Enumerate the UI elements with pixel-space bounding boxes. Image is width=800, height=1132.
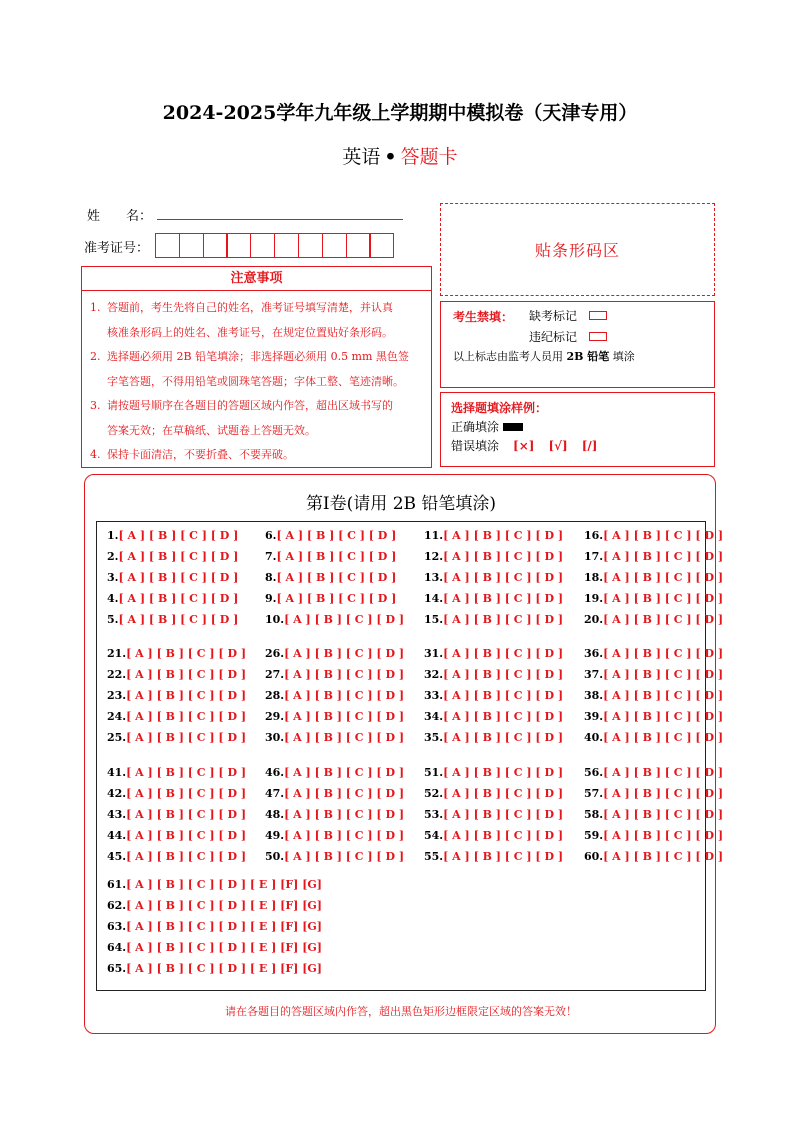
forbid-box [440, 301, 715, 388]
answer-options[interactable]: [ A ] [ B ] [ C ] [ D ] [126, 808, 247, 821]
forbid-note-suffix: 填涂 [612, 350, 635, 363]
answer-options[interactable]: [ A ] [ B ] [ C ] [ D ] [ E ] [F] [G] [126, 962, 322, 975]
notice-item-line [90, 394, 425, 419]
question-number: 43. [107, 808, 127, 821]
notice-item-line [90, 345, 425, 370]
notice-title: 注意事项 [82, 267, 431, 291]
question-number: 30. [265, 731, 285, 744]
question-37[interactable] [584, 668, 723, 681]
violation-label: 违纪标记 [529, 330, 578, 344]
question-54[interactable] [424, 829, 563, 842]
question-number: 63. [107, 920, 127, 933]
question-number: 47. [265, 787, 285, 800]
question-33[interactable] [424, 689, 563, 702]
question-44[interactable] [107, 829, 246, 842]
question-9[interactable] [265, 592, 396, 605]
answer-options[interactable]: [ A ] [ B ] [ C ] [ D ] [443, 787, 564, 800]
answer-options[interactable]: [ A ] [ B ] [ C ] [ D ] [443, 731, 564, 744]
section-footer-note: 请在各题目的答题区域内作答，超出黑色矩形边框限定区域的答案无效！ [225, 1005, 577, 1018]
forbid-label: 考生禁填： [453, 310, 514, 324]
question-number: 61. [107, 878, 127, 891]
exam-id-digit-box[interactable] [369, 233, 394, 258]
question-36[interactable] [584, 647, 723, 660]
question-number: 21. [107, 647, 127, 660]
question-4[interactable] [107, 592, 238, 605]
answer-options[interactable]: [ A ] [ B ] [ C ] [ D ] [284, 808, 405, 821]
question-48[interactable] [265, 808, 404, 821]
question-13[interactable] [424, 571, 563, 584]
question-56[interactable] [584, 766, 723, 779]
question-number: 37. [584, 668, 604, 681]
notice-item-text: 选择题必须用 2B 铅笔填涂；非选择题必须用 0.5 mm 黑色签 [107, 350, 409, 363]
question-number: 60. [584, 850, 604, 863]
exam-id-digit-box[interactable] [250, 233, 275, 258]
question-11[interactable] [424, 529, 563, 542]
question-number: 13. [424, 571, 444, 584]
question-number: 27. [265, 668, 285, 681]
answer-options[interactable]: [ A ] [ B ] [ C ] [ D ] [443, 710, 564, 723]
question-number: 56. [584, 766, 604, 779]
sample-title: 选择题填涂样例： [451, 401, 548, 415]
question-number: 7. [265, 550, 277, 563]
answer-options[interactable]: [ A ] [ B ] [ C ] [ D ] [ E ] [F] [G] [126, 920, 322, 933]
answer-options[interactable]: [ A ] [ B ] [ C ] [ D ] [118, 613, 239, 626]
answer-options[interactable]: [ A ] [ B ] [ C ] [ D ] [443, 529, 564, 542]
wrong-mark-slash: [/] [581, 438, 598, 453]
question-24[interactable] [107, 710, 246, 723]
question-number: 20. [584, 613, 604, 626]
question-number: 58. [584, 808, 604, 821]
question-63[interactable] [107, 920, 322, 933]
question-number: 59. [584, 829, 604, 842]
question-64[interactable] [107, 941, 322, 954]
absent-mark-row [529, 307, 607, 324]
wrong-mark-cross: [×] [513, 438, 535, 453]
notice-item-line [90, 443, 425, 468]
answer-options[interactable]: [ A ] [ B ] [ C ] [ D ] [443, 850, 564, 863]
answer-options[interactable]: [ A ] [ B ] [ C ] [ D ] [118, 571, 239, 584]
question-number: 50. [265, 850, 285, 863]
answer-options[interactable]: [ A ] [ B ] [ C ] [ D ] [ E ] [F] [G] [126, 878, 322, 891]
question-40[interactable] [584, 731, 723, 744]
notice-item-line [90, 321, 425, 346]
question-number: 38. [584, 689, 604, 702]
wrong-mark-check: [√] [548, 438, 568, 453]
answer-options[interactable]: [ A ] [ B ] [ C ] [ D ] [284, 850, 405, 863]
question-number: 53. [424, 808, 444, 821]
question-57[interactable] [584, 787, 723, 800]
notice-item-line [90, 296, 425, 321]
question-52[interactable] [424, 787, 563, 800]
question-number: 51. [424, 766, 444, 779]
question-number: 48. [265, 808, 285, 821]
answer-options[interactable]: [ A ] [ B ] [ C ] [ D ] [126, 668, 247, 681]
question-number: 39. [584, 710, 604, 723]
notice-item-text: 请按题号顺序在各题目的答题区域内作答，超出区域书写的 [107, 399, 393, 412]
answer-options[interactable]: [ A ] [ B ] [ C ] [ D ] [603, 529, 724, 542]
question-number: 40. [584, 731, 604, 744]
notice-box [81, 266, 432, 468]
fill-sample-box [440, 392, 715, 467]
exam-id-digit-box[interactable] [155, 233, 180, 258]
answer-options[interactable]: [ A ] [ B ] [ C ] [ D ] [603, 731, 724, 744]
question-number: 24. [107, 710, 127, 723]
exam-id-digit-box[interactable] [226, 233, 251, 258]
answer-options[interactable]: [ A ] [ B ] [ C ] [ D ] [126, 850, 247, 863]
question-number: 33. [424, 689, 444, 702]
question-number: 1. [107, 529, 119, 542]
separator-dot: • [384, 146, 397, 168]
question-42[interactable] [107, 787, 246, 800]
wrong-fill-row [451, 437, 597, 454]
notice-item-number: 3. [90, 399, 101, 412]
notice-item-text: 保持卡面清洁，不要折叠、不要弄破。 [107, 448, 294, 461]
answer-options[interactable]: [ A ] [ B ] [ C ] [ D ] [284, 766, 405, 779]
answer-options[interactable]: [ A ] [ B ] [ C ] [ D ] [443, 613, 564, 626]
question-number: 25. [107, 731, 127, 744]
question-58[interactable] [584, 808, 723, 821]
answer-options[interactable]: [ A ] [ B ] [ C ] [ D ] [603, 850, 724, 863]
question-number: 9. [265, 592, 277, 605]
answer-options[interactable]: [ A ] [ B ] [ C ] [ D ] [126, 787, 247, 800]
answer-options[interactable]: [ A ] [ B ] [ C ] [ D ] [603, 829, 724, 842]
question-39[interactable] [584, 710, 723, 723]
answer-options[interactable]: [ A ] [ B ] [ C ] [ D ] [276, 529, 397, 542]
barcode-area [440, 203, 715, 296]
answer-options[interactable]: [ A ] [ B ] [ C ] [ D ] [118, 592, 239, 605]
question-21[interactable] [107, 647, 246, 660]
question-number: 14. [424, 592, 444, 605]
question-number: 22. [107, 668, 127, 681]
answer-options[interactable]: [ A ] [ B ] [ C ] [ D ] [603, 689, 724, 702]
question-number: 65. [107, 962, 127, 975]
question-number: 18. [584, 571, 604, 584]
question-59[interactable] [584, 829, 723, 842]
question-27[interactable] [265, 668, 404, 681]
question-28[interactable] [265, 689, 404, 702]
answer-options[interactable]: [ A ] [ B ] [ C ] [ D ] [118, 550, 239, 563]
answer-options[interactable]: [ A ] [ B ] [ C ] [ D ] [603, 613, 724, 626]
question-number: 36. [584, 647, 604, 660]
answer-options[interactable]: [ A ] [ B ] [ C ] [ D ] [276, 592, 397, 605]
answer-options[interactable]: [ A ] [ B ] [ C ] [ D ] [603, 710, 724, 723]
answer-options[interactable]: [ A ] [ B ] [ C ] [ D ] [126, 689, 247, 702]
answer-options[interactable]: [ A ] [ B ] [ C ] [ D ] [284, 689, 405, 702]
correct-label: 正确填涂 [451, 420, 500, 434]
question-51[interactable] [424, 766, 563, 779]
answer-card-label: 答题卡 [400, 146, 458, 168]
answer-options[interactable]: [ A ] [ B ] [ C ] [ D ] [443, 689, 564, 702]
question-number: 44. [107, 829, 127, 842]
answer-options[interactable]: [ A ] [ B ] [ C ] [ D ] [603, 571, 724, 584]
question-20[interactable] [584, 613, 723, 626]
question-30[interactable] [265, 731, 404, 744]
question-46[interactable] [265, 766, 404, 779]
question-47[interactable] [265, 787, 404, 800]
question-number: 64. [107, 941, 127, 954]
exam-id-label: 准考证号： [84, 241, 150, 256]
name-field[interactable] [157, 219, 403, 220]
answer-options[interactable]: [ A ] [ B ] [ C ] [ D ] [118, 529, 239, 542]
notice-item-text: 答案无效；在草稿纸、试题卷上答题无效。 [107, 423, 316, 437]
page-title: 2024-2025学年九年级上学期期中模拟卷（天津专用） [162, 102, 638, 124]
question-number: 35. [424, 731, 444, 744]
notice-item-number [90, 419, 107, 444]
question-18[interactable] [584, 571, 723, 584]
question-6[interactable] [265, 529, 396, 542]
forbid-note [453, 348, 635, 364]
question-45[interactable] [107, 850, 246, 863]
section-one [84, 474, 724, 1034]
notice-item-text: 字笔答题，不得用铅笔或圆珠笔答题；字体工整、笔迹清晰。 [107, 374, 404, 388]
answer-options[interactable]: [ A ] [ B ] [ C ] [ D ] [126, 647, 247, 660]
answer-options[interactable]: [ A ] [ B ] [ C ] [ D ] [443, 571, 564, 584]
violation-mark-row [529, 328, 607, 345]
question-10[interactable] [265, 613, 404, 626]
exam-id-digit-box[interactable] [298, 233, 323, 258]
exam-id-digit-box[interactable] [203, 233, 228, 258]
exam-id-boxes [155, 233, 393, 258]
question-17[interactable] [584, 550, 723, 563]
answer-options[interactable]: [ A ] [ B ] [ C ] [ D ] [284, 710, 405, 723]
question-number: 3. [107, 571, 119, 584]
answer-options[interactable]: [ A ] [ B ] [ C ] [ D ] [603, 668, 724, 681]
notice-item-text: 答题前，考生先将自己的姓名，准考证号填写清楚，并认真 [107, 301, 393, 314]
answer-options[interactable]: [ A ] [ B ] [ C ] [ D ] [443, 592, 564, 605]
name-label: 姓 名： [87, 209, 153, 224]
question-61[interactable] [107, 878, 322, 891]
question-number: 57. [584, 787, 604, 800]
question-19[interactable] [584, 592, 723, 605]
notice-item-text: 核准条形码上的姓名、准考证号，在规定位置贴好条形码。 [107, 325, 393, 339]
question-26[interactable] [265, 647, 404, 660]
answer-options[interactable]: [ A ] [ B ] [ C ] [ D ] [284, 829, 405, 842]
question-7[interactable] [265, 550, 396, 563]
answer-options[interactable]: [ A ] [ B ] [ C ] [ D ] [443, 808, 564, 821]
question-number: 31. [424, 647, 444, 660]
answer-options[interactable]: [ A ] [ B ] [ C ] [ D ] [603, 787, 724, 800]
answer-options[interactable]: [ A ] [ B ] [ C ] [ D ] [284, 613, 405, 626]
exam-id-digit-box[interactable] [322, 233, 347, 258]
question-1[interactable] [107, 529, 238, 542]
answer-options[interactable]: [ A ] [ B ] [ C ] [ D ] [443, 668, 564, 681]
answer-options[interactable]: [ A ] [ B ] [ C ] [ D ] [443, 766, 564, 779]
question-3[interactable] [107, 571, 238, 584]
answer-options[interactable]: [ A ] [ B ] [ C ] [ D ] [ E ] [F] [G] [126, 941, 322, 954]
question-number: 28. [265, 689, 285, 702]
question-23[interactable] [107, 689, 246, 702]
question-number: 52. [424, 787, 444, 800]
question-number: 2. [107, 550, 119, 563]
subject-label: 英语 [342, 146, 381, 168]
question-55[interactable] [424, 850, 563, 863]
question-number: 34. [424, 710, 444, 723]
absent-label: 缺考标记 [529, 309, 578, 323]
answer-options[interactable]: [ A ] [ B ] [ C ] [ D ] [603, 808, 724, 821]
question-22[interactable] [107, 668, 246, 681]
question-50[interactable] [265, 850, 404, 863]
question-65[interactable] [107, 962, 322, 975]
question-60[interactable] [584, 850, 723, 863]
answer-options[interactable]: [ A ] [ B ] [ C ] [ D ] [ E ] [F] [G] [126, 899, 322, 912]
wrong-label: 错误填涂 [451, 439, 500, 453]
notice-item-number [90, 321, 107, 346]
notice-item-number: 1. [90, 301, 101, 314]
question-number: 41. [107, 766, 127, 779]
question-number: 16. [584, 529, 604, 542]
question-number: 32. [424, 668, 444, 681]
answer-options[interactable]: [ A ] [ B ] [ C ] [ D ] [603, 647, 724, 660]
notice-item-number: 2. [90, 350, 101, 363]
question-29[interactable] [265, 710, 404, 723]
question-8[interactable] [265, 571, 396, 584]
absent-mark-box[interactable] [589, 311, 607, 320]
answer-grid [96, 521, 724, 991]
answer-options[interactable]: [ A ] [ B ] [ C ] [ D ] [284, 668, 405, 681]
subtitle [0, 142, 800, 169]
question-number: 6. [265, 529, 277, 542]
question-number: 49. [265, 829, 285, 842]
answer-options[interactable]: [ A ] [ B ] [ C ] [ D ] [284, 731, 405, 744]
question-31[interactable] [424, 647, 563, 660]
question-number: 17. [584, 550, 604, 563]
question-number: 23. [107, 689, 127, 702]
exam-id-digit-box[interactable] [346, 233, 371, 258]
question-2[interactable] [107, 550, 238, 563]
question-number: 11. [424, 529, 444, 542]
notice-body [82, 291, 431, 468]
answer-options[interactable]: [ A ] [ B ] [ C ] [ D ] [443, 829, 564, 842]
answer-options[interactable]: [ A ] [ B ] [ C ] [ D ] [126, 829, 247, 842]
forbid-note-bold: 2B 铅笔 [566, 350, 610, 363]
question-43[interactable] [107, 808, 246, 821]
notice-item-number: 4. [90, 448, 101, 461]
question-32[interactable] [424, 668, 563, 681]
violation-mark-box[interactable] [589, 332, 607, 341]
correct-fill-mark [503, 423, 523, 431]
question-number: 46. [265, 766, 285, 779]
question-35[interactable] [424, 731, 563, 744]
question-34[interactable] [424, 710, 563, 723]
answer-options[interactable]: [ A ] [ B ] [ C ] [ D ] [126, 766, 247, 779]
question-number: 54. [424, 829, 444, 842]
question-25[interactable] [107, 731, 246, 744]
exam-id-digit-box[interactable] [274, 233, 299, 258]
question-number: 12. [424, 550, 444, 563]
notice-item-line [90, 419, 425, 444]
answer-options[interactable]: [ A ] [ B ] [ C ] [ D ] [126, 731, 247, 744]
question-49[interactable] [265, 829, 404, 842]
answer-options[interactable]: [ A ] [ B ] [ C ] [ D ] [603, 550, 724, 563]
answer-options[interactable]: [ A ] [ B ] [ C ] [ D ] [443, 647, 564, 660]
question-number: 4. [107, 592, 119, 605]
question-62[interactable] [107, 899, 322, 912]
question-number: 62. [107, 899, 127, 912]
notice-item-number [90, 370, 107, 395]
question-16[interactable] [584, 529, 723, 542]
question-5[interactable] [107, 613, 238, 626]
question-number: 15. [424, 613, 444, 626]
notice-item-line [90, 370, 425, 395]
answer-options[interactable]: [ A ] [ B ] [ C ] [ D ] [276, 571, 397, 584]
answer-options[interactable]: [ A ] [ B ] [ C ] [ D ] [603, 592, 724, 605]
question-number: 5. [107, 613, 119, 626]
question-number: 8. [265, 571, 277, 584]
question-number: 26. [265, 647, 285, 660]
answer-options[interactable]: [ A ] [ B ] [ C ] [ D ] [276, 550, 397, 563]
question-38[interactable] [584, 689, 723, 702]
answer-options[interactable]: [ A ] [ B ] [ C ] [ D ] [443, 550, 564, 563]
exam-id-digit-box[interactable] [179, 233, 204, 258]
question-14[interactable] [424, 592, 563, 605]
answer-options[interactable]: [ A ] [ B ] [ C ] [ D ] [603, 766, 724, 779]
question-number: 19. [584, 592, 604, 605]
question-number: 45. [107, 850, 127, 863]
answer-options[interactable]: [ A ] [ B ] [ C ] [ D ] [284, 647, 405, 660]
section-title: 第Ⅰ卷(请用 2B 铅笔填涂) [305, 494, 497, 514]
question-number: 42. [107, 787, 127, 800]
answer-options[interactable]: [ A ] [ B ] [ C ] [ D ] [126, 710, 247, 723]
barcode-label: 贴条形码区 [534, 241, 620, 260]
answer-options[interactable]: [ A ] [ B ] [ C ] [ D ] [284, 787, 405, 800]
question-53[interactable] [424, 808, 563, 821]
question-15[interactable] [424, 613, 563, 626]
question-number: 55. [424, 850, 444, 863]
question-12[interactable] [424, 550, 563, 563]
forbid-note-prefix: 以上标志由监考人员用 [453, 350, 563, 363]
question-41[interactable] [107, 766, 246, 779]
correct-fill-row [451, 418, 523, 435]
question-number: 29. [265, 710, 285, 723]
question-number: 10. [265, 613, 285, 626]
